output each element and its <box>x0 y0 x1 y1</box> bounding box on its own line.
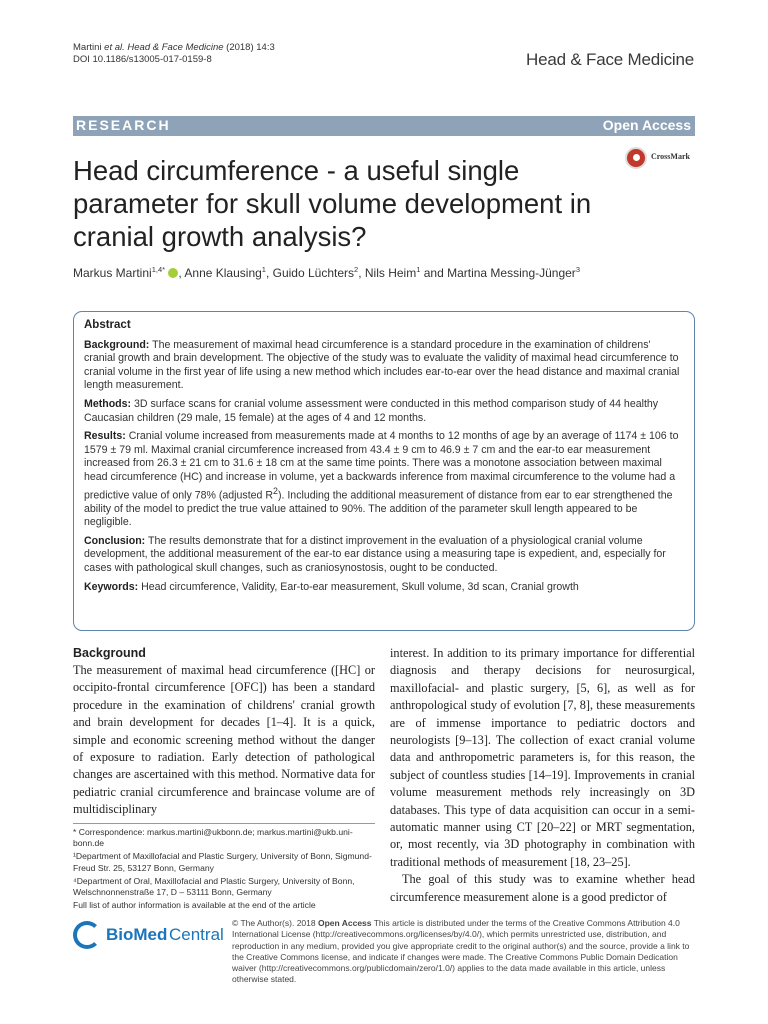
author-affiliation-sup: 1,4* <box>151 265 166 274</box>
body-paragraph: interest. In addition to its primary importance for differential diagnosis and therapy decisions for neurosurgical, maxillofacial- and plastic surgery, [5, 6], as well as for anthropological study of evolution [7, 8], these measurements are of immense importance to pediatric doctors and neurologists [9–13]. The collection of exact cranial volume data and anthropometric parameters is, for this reason, the subject of countless studies [14–19]. Improvements in cranial volume measurement methods rely increasingly on 3D databases. This type of data acquisition can occur in a semi-automatic manner using CT [20–22] or MRT segmentation, or, most recently, via 3D photography in combination with traditional methods of measurement [18, 23–25]. <box>390 646 695 869</box>
header-citation <box>73 41 275 54</box>
abstract-conclusion <box>84 535 684 576</box>
superscript: 2 <box>273 485 278 496</box>
abstract-label: Methods: <box>84 397 132 410</box>
crossmark-label: CrossMark <box>651 152 690 161</box>
citation-author: Martini <box>73 42 105 53</box>
article-title: Head circumference - a useful single parameter for skull volume development in cranial growth analysis? <box>73 155 592 252</box>
journal-name: Head & Face Medicine <box>526 50 694 69</box>
abstract-label: Results: <box>84 430 126 443</box>
body-paragraph: The goal of this study was to examine whether head circumference measurement alone is a good predictor of <box>390 872 695 904</box>
author-affiliation-sup: 2 <box>354 265 359 274</box>
abstract-background <box>84 339 684 393</box>
citation-volume: (2018) 14:3 <box>223 42 275 53</box>
abstract-label: Keywords: <box>84 580 139 593</box>
author-name: , Anne Klausing <box>178 266 262 280</box>
biomed-central-logo[interactable] <box>73 919 223 953</box>
affiliation-note: ¹Department of Maxillofacial and Plastic Surgery, University of Bonn, Sigmund-Freud Str. 25, 53127 Bonn, Germany <box>73 851 372 873</box>
abstract-text: 3D surface scans for cranial volume assessment were conducted in this method comparison study of 44 healthy Caucasian children (29 male, 15 female) at the ages of 4 and 12 months. <box>84 397 659 424</box>
correspondence-note[interactable]: * Correspondence: markus.martini@ukbonn.de; markus.martini@ukb.uni-bonn.de <box>73 827 353 849</box>
open-access-label: Open Access <box>602 117 691 133</box>
affiliation-note: ⁴Department of Oral, Maxillofacial and Plastic Surgery, University of Bonn, Welschnonnenstraße 17, D – 53111 Bonn, Germany <box>73 875 355 898</box>
license-text: This article is distributed under the terms of the Creative Commons Attribution 4.0 International License (http://creativecommons.org/licenses/by/4.0/), which permits unrestricted use, distribution, and reproduction in any medium, provided you give appropriate credit to the original author(s) and the source, provide a link to the Creative Commons license, and indicate if changes were made. The Creative Commons Public Domain Dedication waiver (http://creativecommons.org/publicdomain/zero/1.0/) applies to the data made available in this article, unless otherwise stated. <box>232 918 690 985</box>
author-name: , Nils Heim <box>358 266 417 280</box>
abstract-label: Conclusion: <box>84 534 146 547</box>
abstract-results <box>84 430 684 530</box>
abstract-text: Head circumference, Validity, Ear-to-ear measurement, Skull volume, 3d scan, Cranial growth <box>138 580 579 593</box>
logo-text-bio: BioMed <box>106 925 168 944</box>
author-list <box>73 265 580 280</box>
crossmark-badge[interactable] <box>625 147 695 169</box>
biomed-central-icon <box>73 921 101 949</box>
footnote-divider <box>73 823 375 824</box>
body-column-left <box>73 645 375 819</box>
author-name: Markus Martini <box>73 266 152 280</box>
abstract-box <box>73 311 695 631</box>
abstract-text: The measurement of maximal head circumference is a standard procedure in the examination of childrens' cranial growth and brain development. The objective of the study was to evaluate the validity of maximal head circumference to cranial volume in the first year of life using a new method which includes ear-to-ear over the head distance and maximal cranial length measurement. <box>84 338 680 392</box>
abstract-methods <box>84 398 684 425</box>
author-affiliation-sup: 1 <box>416 265 421 274</box>
abstract-text: ). Including the additional measurement of distance from ear to ear strengthened the ability of the model to predict the true value attained to 90%. The addition of the parameter skull length appeared to be negligible. <box>84 489 673 529</box>
logo-text-central: Central <box>169 925 224 944</box>
body-column-right <box>390 645 695 906</box>
author-affiliation-sup: 1 <box>261 265 266 274</box>
author-info-note: Full list of author information is available at the end of the article <box>73 900 316 911</box>
author-affiliation-sup: 3 <box>575 265 580 274</box>
abstract-heading: Abstract <box>84 319 131 331</box>
article-type-label: RESEARCH <box>76 117 171 133</box>
body-paragraph: The measurement of maximal head circumference ([HC] or occipito-frontal circumference [OFC]) has been a standard procedure in the examination of childrens' cranial growth and brain development for decades [1–4]. It is a quick, simple and economic screening method without the danger of exposure to radiation. Early detection of pathological changes are ascertained with this method. Normative data for pediatric cranial circumference and braincase volume are of multidisciplinary <box>73 663 375 817</box>
license-statement <box>232 918 698 986</box>
section-heading-background: Background <box>73 646 146 660</box>
abstract-keywords <box>84 581 684 595</box>
header-doi[interactable]: DOI 10.1186/s13005-017-0159-8 <box>73 54 212 65</box>
author-name: , Guido Lüchters <box>265 266 355 280</box>
abstract-text: Cranial volume increased from measurements made at 4 months to 12 months of age by an average of 1174 ± 106 to 1579 ± 79 ml. Maximal cranial circumference increased from 43.4 ± 9 cm to 46.9 ± 7 cm and the ear-to ear measurement increased from 26.3 ± 21 cm to 31.6 ± 18 cm at the same time points. There was a monotone association between maximal head circumference (HC) and increase in volume, yet a backwards inference from maximal circumference to the volume had a predictive value of only 78% (adjusted R <box>84 430 679 502</box>
abstract-label: Background: <box>84 338 150 351</box>
copyright-text: © The Author(s). 2018 <box>232 918 318 928</box>
citation-journal: Head & Face Medicine <box>124 42 224 53</box>
citation-etal: et al. <box>104 42 125 53</box>
orcid-icon[interactable] <box>168 268 178 278</box>
abstract-text: The results demonstrate that for a distinct improvement in the evaluation of a physiological cranial volume development, the additional measurement of the ear-to ear distance using a measuring tape is expedient, and, especially for cases with pathological skull changes, such as craniosynostosis, ought to be conducted. <box>84 534 666 575</box>
author-name: and Martina Messing-Jünger <box>420 266 576 280</box>
open-access-text: Open Access <box>317 918 372 928</box>
section-banner <box>73 116 695 136</box>
footnotes <box>73 827 375 913</box>
